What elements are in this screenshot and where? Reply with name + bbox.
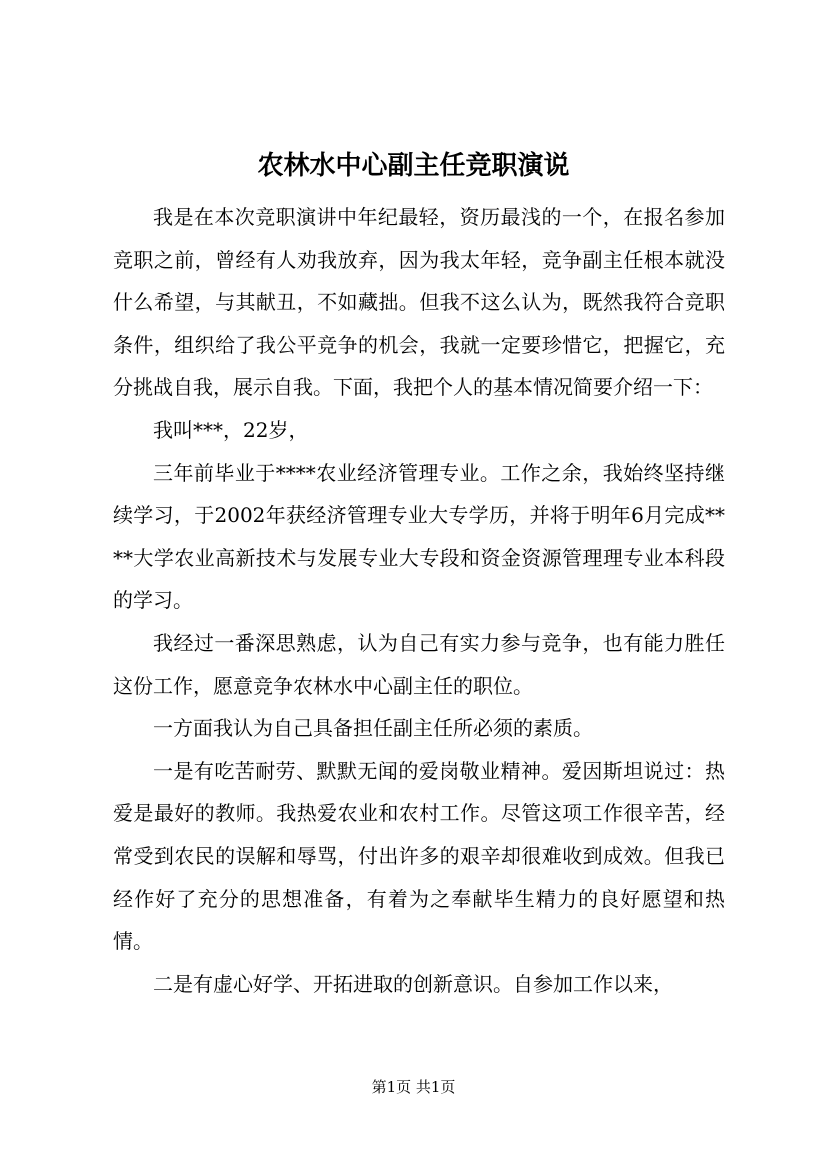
document-body (113, 196, 725, 1005)
document-title: 农林水中心副主任竞职演说 (257, 151, 570, 181)
paragraph: 三年前毕业于****农业经济管理专业。工作之余，我始终坚持继续学习，于2002年获经济管理专业大专学历，并将于明年6月完成****大学农业高新技术与发展专业大专段和资金资源管理理专业本科段的学习。 (113, 460, 725, 613)
paragraph: 我是在本次竞职演讲中年纪最轻，资历最浅的一个，在报名参加竞职之前，曾经有人劝我放弃，因为我太年轻，竞争副主任根本就没什么希望，与其献丑，不如藏拙。但我不这么认为，既然我符合竞职条件，组织给了我公平竞争的机会，我就一定要珍惜它，把握它，充分挑战自我，展示自我。下面，我把个人的基本情况简要介绍一下： (113, 205, 725, 400)
paragraph: 一方面我认为自己具备担任副主任所必须的素质。 (153, 716, 593, 741)
paragraph: 我经过一番深思熟虑，认为自己有实力参与竞争，也有能力胜任这份工作，愿意竞争农林水中心副主任的职位。 (113, 630, 725, 698)
page-footer: 第1页 共1页 (371, 1078, 456, 1096)
paragraph: 二是有虚心好学、开拓进取的创新意识。自参加工作以来， (153, 971, 673, 996)
paragraph: 我叫***，22岁， (153, 417, 309, 442)
paragraph: 一是有吃苦耐劳、默默无闻的爱岗敬业精神。爱因斯坦说过：热爱是最好的教师。我热爱农业和农村工作。尽管这项工作很辛苦，经常受到农民的误解和辱骂，付出许多的艰辛却很难收到成效。但我已经作好了充分的思想准备，有着为之奉献毕生精力的良好愿望和热情。 (113, 758, 725, 954)
